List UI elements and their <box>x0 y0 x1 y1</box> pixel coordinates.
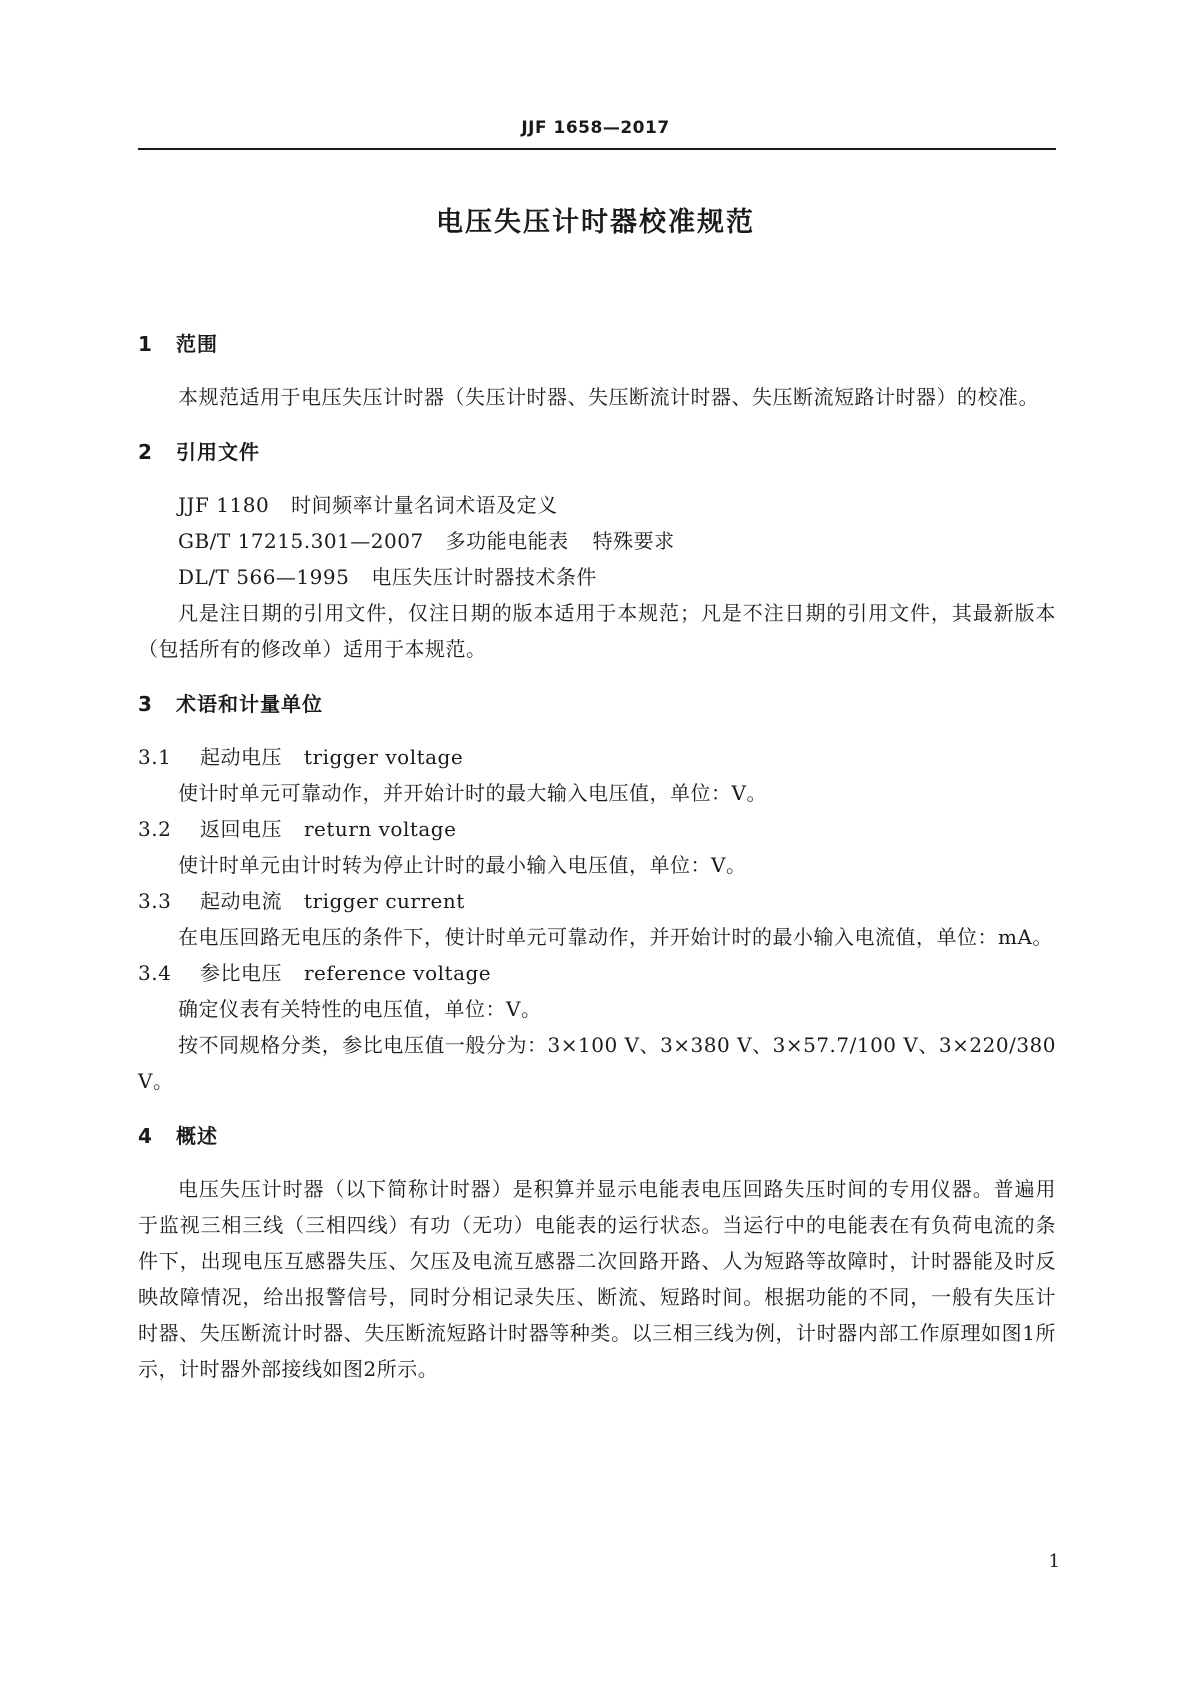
section-number: 1 <box>138 332 153 356</box>
page-number: 1 <box>1048 1551 1060 1572</box>
reference-item <box>138 559 1056 595</box>
section-heading <box>138 435 1056 469</box>
reference-item <box>138 487 1056 523</box>
document-title: 电压失压计时器校准规范 <box>436 207 755 238</box>
term-chinese: 起动电压 <box>200 745 282 769</box>
term-heading <box>138 739 1056 775</box>
paragraph: 本规范适用于电压失压计时器（失压计时器、失压断流计时器、失压断流短路计时器）的校准。 <box>178 385 1039 409</box>
section-heading <box>138 327 1056 361</box>
section-title: 引用文件 <box>176 440 260 464</box>
term-english: trigger current <box>304 889 465 913</box>
section-heading <box>138 687 1056 721</box>
section-terms-units <box>138 687 1056 1099</box>
term-chinese: 参比电压 <box>200 961 282 985</box>
section-number: 2 <box>138 440 153 464</box>
term-chinese: 返回电压 <box>200 817 282 841</box>
term-heading <box>138 955 1056 991</box>
term-definition: 在电压回路无电压的条件下，使计时单元可靠动作，并开始计时的最小输入电流值，单位：mA。 <box>178 925 1053 949</box>
term-english: reference voltage <box>304 961 492 985</box>
paragraph: 电压失压计时器（以下简称计时器）是积算并显示电能表电压回路失压时间的专用仪器。普遍用于监视三相三线（三相四线）有功（无功）电能表的运行状态。当运行中的电能表在有负荷电流的条件下，出现电压互感器失压、欠压及电流互感器二次回路开路、人为短路等故障时，计时器能及时反映故障情况，给出报警信号，同时分相记录失压、断流、短路时间。根据功能的不同，一般有失压计时器、失压断流计时器、失压断流短路计时器等种类。以三相三线为例，计时器内部工作原理如图1所示，计时器外部接线如图2所示。 <box>138 1177 1056 1381</box>
term-heading <box>138 883 1056 919</box>
document-body <box>138 327 1056 1387</box>
reference-name: 多功能电能表 <box>445 529 569 553</box>
section-number: 3 <box>138 692 153 716</box>
term-number: 3.3 <box>138 889 172 913</box>
term-english: return voltage <box>304 817 457 841</box>
term-definition: 使计时单元由计时转为停止计时的最小输入电压值，单位：V。 <box>178 853 747 877</box>
section-title: 范围 <box>176 332 218 356</box>
term-definition: 确定仪表有关特性的电压值，单位：V。 <box>178 997 542 1021</box>
term-chinese: 起动电流 <box>200 889 282 913</box>
paragraph: 按不同规格分类，参比电压值一般分为：3×100 V、3×380 V、3×57.7/100 V、3×220/380 V。 <box>138 1033 1056 1093</box>
section-title: 概述 <box>176 1124 218 1148</box>
paragraph: 凡是注日期的引用文件，仅注日期的版本适用于本规范；凡是不注日期的引用文件，其最新版本（包括所有的修改单）适用于本规范。 <box>138 601 1056 661</box>
reference-code: JJF 1180 <box>178 493 270 517</box>
term-number: 3.4 <box>138 961 172 985</box>
section-scope <box>138 327 1056 415</box>
section-number: 4 <box>138 1124 153 1148</box>
reference-name: 时间频率计量名词术语及定义 <box>291 493 558 517</box>
term-english: trigger voltage <box>304 745 464 769</box>
section-overview <box>138 1119 1056 1387</box>
section-heading <box>138 1119 1056 1153</box>
reference-name: 电压失压计时器技术条件 <box>371 565 597 589</box>
term-number: 3.1 <box>138 745 172 769</box>
term-definition: 使计时单元可靠动作，并开始计时的最大输入电压值，单位：V。 <box>178 781 767 805</box>
header-rule <box>138 148 1056 150</box>
reference-item <box>138 523 1056 559</box>
section-title: 术语和计量单位 <box>176 692 323 716</box>
reference-extra: 特殊要求 <box>592 529 675 553</box>
term-heading <box>138 811 1056 847</box>
reference-code: DL/T 566—1995 <box>178 565 350 589</box>
term-number: 3.2 <box>138 817 172 841</box>
section-normative-references <box>138 435 1056 667</box>
reference-code: GB/T 17215.301—2007 <box>178 529 424 553</box>
standard-code-header: JJF 1658—2017 <box>521 118 670 138</box>
